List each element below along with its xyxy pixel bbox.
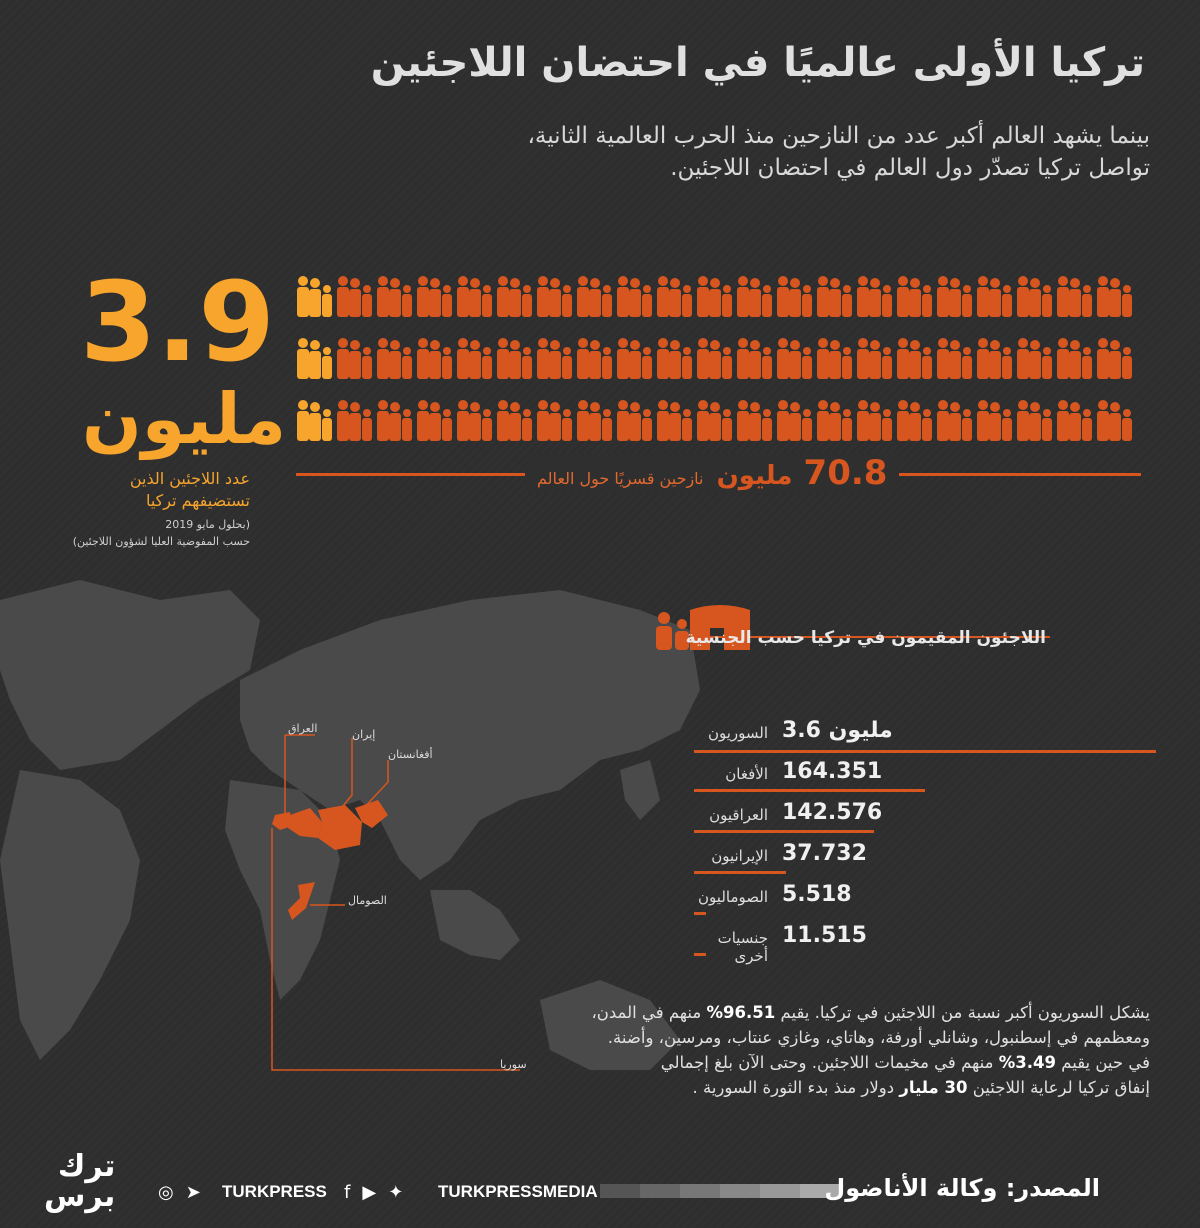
person-group-icon xyxy=(817,400,852,441)
person-group-icon xyxy=(697,276,732,317)
turkey-label-line-2: تستضيفهم تركيا xyxy=(145,491,250,510)
logo-line-2: برس xyxy=(44,1179,116,1214)
person-group-icon xyxy=(697,400,732,441)
person-group-icon xyxy=(777,276,812,317)
person-group-icon xyxy=(737,400,772,441)
nationality-value: 5.518 xyxy=(782,882,852,907)
map-label-somalia: الصومال xyxy=(348,894,387,907)
person-group-icon xyxy=(657,338,692,379)
person-group-icon xyxy=(857,400,892,441)
person-group-icon xyxy=(1057,338,1092,379)
person-group-icon xyxy=(617,276,652,317)
person-group-icon xyxy=(737,276,772,317)
map-label-iraq: العراق xyxy=(288,722,318,735)
people-pictogram xyxy=(296,272,1141,442)
person-group-icon xyxy=(777,338,812,379)
turkey-note-line-1: (بحلول مايو 2019 xyxy=(165,518,250,531)
turkey-source-note xyxy=(40,516,250,550)
nationality-value: 37.732 xyxy=(782,841,867,866)
person-group-icon xyxy=(457,338,492,379)
person-group-icon xyxy=(617,338,652,379)
nationality-bar xyxy=(694,871,786,874)
turkey-label-line-1: عدد اللاجئين الذين xyxy=(129,469,250,488)
person-group-icon xyxy=(1017,400,1052,441)
intro-line-2: تواصل تركيا تصدّر دول العالم في احتضان اللاجئين. xyxy=(670,155,1150,181)
nationality-name: الصوماليون xyxy=(698,888,768,906)
person-group-icon xyxy=(897,400,932,441)
person-group-icon xyxy=(977,400,1012,441)
nationality-row xyxy=(694,800,1156,836)
person-group-icon xyxy=(1057,400,1092,441)
nationality-name: العراقيون xyxy=(709,806,768,824)
nationalities-title: اللاجئون المقيمون في تركيا حسب الجنسية xyxy=(685,628,1046,648)
footer-gradient-strip xyxy=(600,1184,840,1198)
person-group-icon xyxy=(1017,276,1052,317)
nationality-value: 3.6 مليون xyxy=(782,718,893,743)
person-group-icon xyxy=(897,338,932,379)
brand-handle-1[interactable]: TURKPRESS xyxy=(222,1182,327,1201)
summary-line-3: في حين يقيم 3.49% منهم في مخيمات اللاجئين. وحتى الآن بلغ إجمالي xyxy=(660,1053,1150,1072)
person-group-icon xyxy=(1017,338,1052,379)
nationality-bar xyxy=(694,912,706,915)
turkpress-logo xyxy=(44,1149,116,1214)
brand-handle-2[interactable]: TURKPRESSMEDIA xyxy=(438,1182,598,1201)
twitter-icon[interactable]: ✦ xyxy=(388,1182,404,1203)
world-total-desc: نازحين قسريًا حول العالم xyxy=(537,469,704,488)
source-credit: المصدر: وكالة الأناضول xyxy=(824,1174,1100,1202)
person-group-icon xyxy=(1057,276,1092,317)
person-group-icon xyxy=(1097,276,1132,317)
logo-line-1: ترك xyxy=(57,1149,116,1184)
person-group-icon xyxy=(537,276,572,317)
person-group-icon xyxy=(377,276,412,317)
map-label-iran: إيران xyxy=(352,728,376,741)
summary-line-1: يشكل السوريون أكبر نسبة من اللاجئين في تركيا. يقيم 96.51% منهم في المدن، xyxy=(591,1003,1150,1022)
person-group-icon xyxy=(297,276,332,317)
person-group-icon xyxy=(857,338,892,379)
turkey-refugee-label xyxy=(110,468,250,512)
person-group-icon xyxy=(297,400,332,441)
nationality-bar xyxy=(694,789,925,792)
facebook-icon[interactable]: f xyxy=(344,1182,351,1203)
youtube-icon[interactable]: ▶ xyxy=(362,1182,377,1203)
person-group-icon xyxy=(977,338,1012,379)
turkey-note-line-2: حسب المفوضية العليا لشؤون اللاجئين) xyxy=(72,535,250,548)
person-group-icon xyxy=(777,400,812,441)
person-group-icon xyxy=(577,400,612,441)
person-group-icon xyxy=(497,400,532,441)
person-group-icon xyxy=(937,338,972,379)
intro-text xyxy=(390,120,1150,184)
person-group-icon xyxy=(417,276,452,317)
person-group-icon xyxy=(417,338,452,379)
social-icons-1 xyxy=(158,1182,201,1203)
nationality-bar xyxy=(694,953,706,956)
person-group-icon xyxy=(937,400,972,441)
telegram-icon[interactable]: ➤ xyxy=(185,1182,201,1203)
social-icons-2 xyxy=(344,1182,403,1203)
nationality-name: الأفغان xyxy=(725,765,768,783)
summary-line-2: ومعظمهم في إسطنبول، وشانلي أورفة، وهاتاي، وغازي عنتاب، ومرسين، وأضنة. xyxy=(607,1028,1150,1047)
person-group-icon xyxy=(457,276,492,317)
person-group-icon xyxy=(937,276,972,317)
person-group-icon xyxy=(537,400,572,441)
person-group-icon xyxy=(817,338,852,379)
person-group-icon xyxy=(617,400,652,441)
person-group-icon xyxy=(977,276,1012,317)
person-group-icon xyxy=(897,276,932,317)
nationality-name: جنسيات أخرى xyxy=(717,929,768,965)
person-group-icon xyxy=(337,338,372,379)
intro-line-1: بينما يشهد العالم أكبر عدد من النازحين منذ الحرب العالمية الثانية، xyxy=(527,123,1150,149)
person-group-icon xyxy=(657,276,692,317)
nationality-row xyxy=(694,841,1156,877)
nationality-value: 11.515 xyxy=(782,923,867,948)
nationality-value: 142.576 xyxy=(782,800,883,825)
person-group-icon xyxy=(417,400,452,441)
person-group-icon xyxy=(377,338,412,379)
person-group-icon xyxy=(657,400,692,441)
person-group-icon xyxy=(577,338,612,379)
summary-line-4: إنفاق تركيا لرعاية اللاجئين 30 مليار دولار منذ بدء الثورة السورية . xyxy=(692,1078,1150,1097)
nationality-name: السوريون xyxy=(707,724,768,742)
world-total-label xyxy=(525,453,899,493)
summary-paragraph xyxy=(490,1000,1150,1100)
person-group-icon xyxy=(1097,400,1132,441)
person-group-icon xyxy=(297,338,332,379)
person-group-icon xyxy=(1097,338,1132,379)
turkey-refugee-number: 3.9 xyxy=(80,258,275,386)
nationality-value: 164.351 xyxy=(782,759,883,784)
turkey-refugee-unit: مليون xyxy=(82,378,287,460)
person-group-icon xyxy=(337,276,372,317)
person-group-icon xyxy=(337,400,372,441)
nationality-bar xyxy=(694,750,1156,753)
person-group-icon xyxy=(537,338,572,379)
page-title: تركيا الأولى عالميًا في احتضان اللاجئين xyxy=(370,40,1145,86)
nationality-row xyxy=(694,759,1156,795)
person-group-icon xyxy=(697,338,732,379)
person-group-icon xyxy=(817,276,852,317)
person-group-icon xyxy=(497,276,532,317)
instagram-icon[interactable]: ◎ xyxy=(158,1182,174,1203)
nationality-bar xyxy=(694,830,874,833)
person-group-icon xyxy=(497,338,532,379)
person-group-icon xyxy=(457,400,492,441)
nationality-row xyxy=(694,882,1156,918)
person-group-icon xyxy=(377,400,412,441)
nationality-row xyxy=(694,923,1156,965)
nationality-row xyxy=(694,718,1156,754)
map-label-afghanistan: أفغانستان xyxy=(388,748,433,761)
world-total-unit: مليون xyxy=(716,461,793,491)
map-label-syria: سوريا xyxy=(500,1058,527,1071)
person-group-icon xyxy=(737,338,772,379)
nationality-name: الإيرانيون xyxy=(711,847,768,865)
world-total-number: 70.8 xyxy=(803,453,888,493)
person-group-icon xyxy=(577,276,612,317)
person-group-icon xyxy=(857,276,892,317)
